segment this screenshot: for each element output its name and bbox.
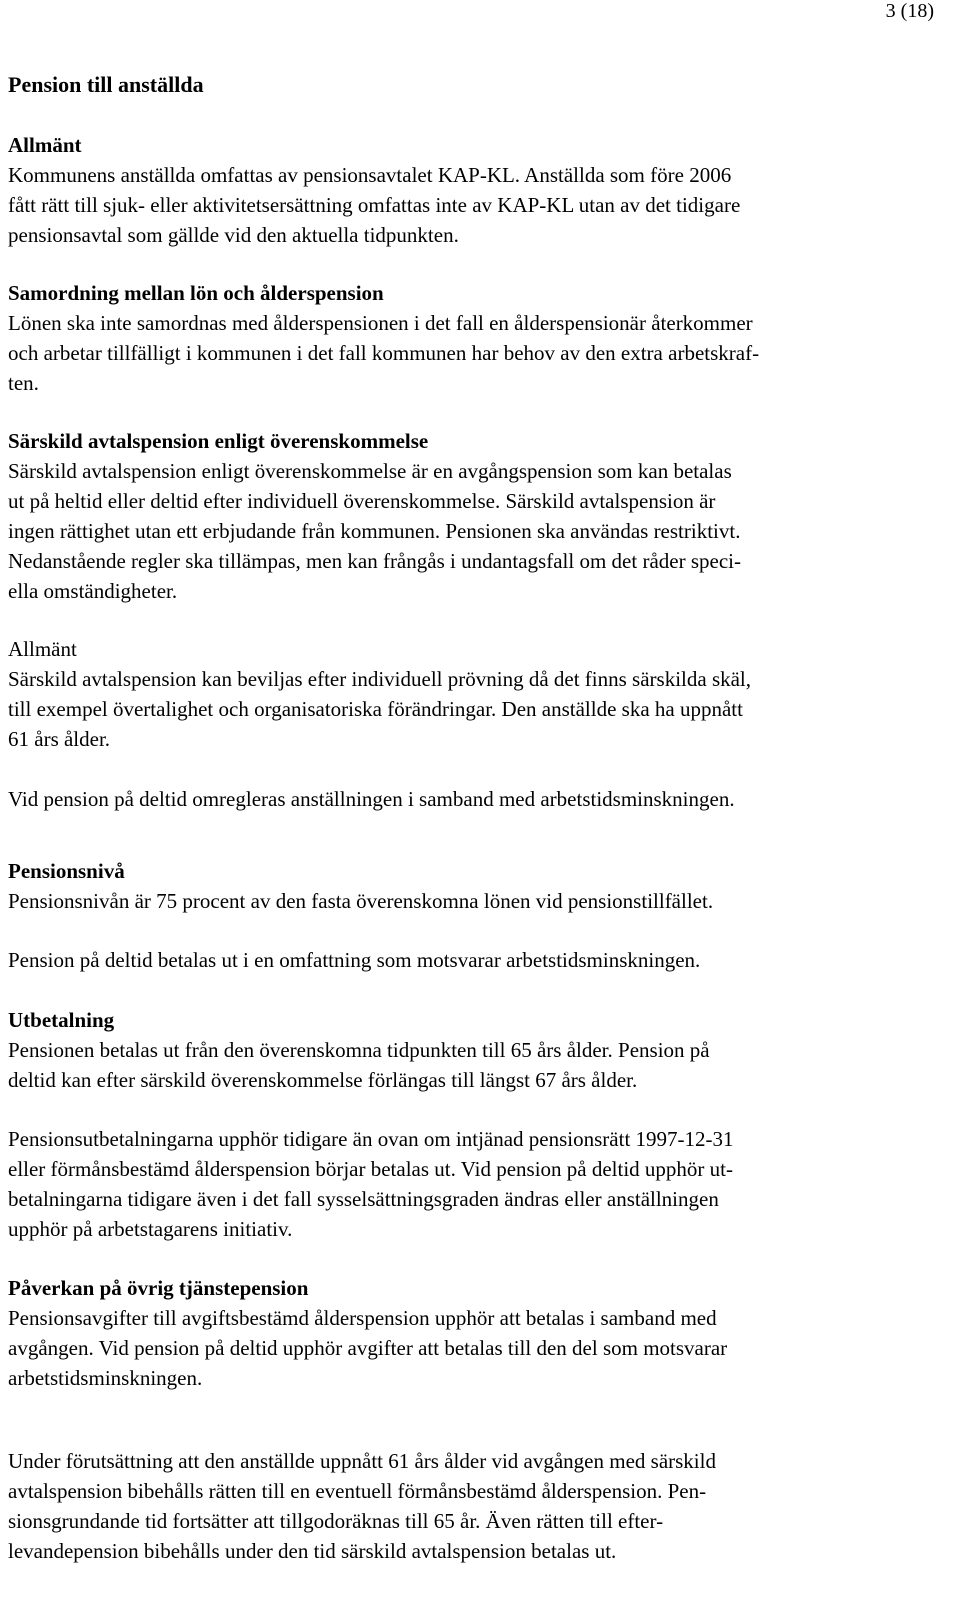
text-line: ingen rättighet utan ett erbjudande från kommunen. Pensionen ska användas restriktivt. (8, 519, 741, 543)
text-line: 61 års ålder. (8, 727, 111, 751)
section-heading: Påverkan på övrig tjänstepension (8, 1276, 309, 1300)
section-heading: Samordning mellan lön och ålderspension (8, 281, 384, 305)
text-line: upphör på arbetstagarens initiativ. (8, 1217, 293, 1241)
section-paragraph (8, 1446, 943, 1566)
text-line: Pensionsavgifter till avgiftsbestämd ålderspension upphör att betalas i samband med (8, 1306, 717, 1330)
text-line: Särskild avtalspension enligt överenskommelse är en avgångspension som kan betalas (8, 459, 732, 483)
text-line: levandepension bibehålls under den tid särskild avtalspension betalas ut. (8, 1539, 617, 1563)
text-line: ten. (8, 371, 39, 395)
text-line: pensionsavtal som gällde vid den aktuella tidpunkten. (8, 223, 459, 247)
text-line: betalningarna tidigare även i det fall sysselsättningsgraden ändras eller anställningen (8, 1187, 719, 1211)
text-line: avgången. Vid pension på deltid upphör avgifter att betalas till den del som motsvarar (8, 1336, 728, 1360)
section-paragraph (8, 664, 943, 754)
text-line: Pensionen betalas ut från den överenskomna tidpunkten till 65 års ålder. Pension på (8, 1038, 710, 1062)
page-number: 3 (18) (885, 0, 934, 22)
document-title: Pension till anställda (8, 72, 204, 97)
section-sarskild-avtalspension (8, 426, 943, 606)
section-heading: Särskild avtalspension enligt överenskommelse (8, 429, 429, 453)
text-line: arbetstidsminskningen. (8, 1366, 203, 1390)
text-line: Under förutsättning att den anställde uppnått 61 års ålder vid avgången med särskild (8, 1449, 716, 1473)
section-paragraph: Pension på deltid betalas ut i en omfattning som motsvarar arbetstidsminskningen. (8, 948, 701, 972)
section-paragraph: Pensionsnivån är 75 procent av den fasta överenskomna lönen vid pensionstillfället. (8, 889, 714, 913)
section-heading: Pensionsnivå (8, 859, 125, 883)
section-paragraph (8, 308, 943, 398)
text-line: sionsgrundande tid fortsätter att tillgodoräknas till 65 år. Även rätten till efter- (8, 1509, 664, 1533)
text-line: Kommunens anställda omfattas av pensionsavtalet KAP-KL. Anställda som före 2006 (8, 163, 732, 187)
text-line: eller förmånsbestämd ålderspension börjar betalas ut. Vid pension på deltid upphör ut- (8, 1157, 734, 1181)
section-paragraph (8, 160, 943, 250)
section-paragraph: Vid pension på deltid omregleras anställningen i samband med arbetstidsminskningen. (8, 787, 735, 811)
text-line: ella omständigheter. (8, 579, 178, 603)
section-paverkan (8, 1273, 943, 1393)
section-paragraph (8, 1035, 943, 1095)
section-paragraph (8, 1303, 943, 1393)
section-paragraph (8, 456, 943, 606)
text-line: deltid kan efter särskild överenskommelse förlängas till längst 67 års ålder. (8, 1068, 638, 1092)
section-heading: Allmänt (8, 133, 82, 157)
text-line: Pensionsutbetalningarna upphör tidigare än ovan om intjänad pensionsrätt 1997-12-31 (8, 1127, 734, 1151)
section-utbetalning (8, 1005, 943, 1095)
text-line: Lönen ska inte samordnas med ålderspensionen i det fall en ålderspensionär återkommer (8, 311, 753, 335)
section-pensionsniva (8, 856, 943, 916)
text-line: Nedanstående regler ska tillämpas, men kan frångås i undantagsfall om det råder speci- (8, 549, 741, 573)
section-samordning (8, 278, 943, 398)
text-line: fått rätt till sjuk- eller aktivitetsersättning omfattas inte av KAP-KL utan av det tidigare (8, 193, 741, 217)
section-heading: Allmänt (8, 637, 77, 661)
text-line: ut på heltid eller deltid efter individuell överenskommelse. Särskild avtalspension är (8, 489, 716, 513)
section-paragraph (8, 1124, 943, 1244)
section-allmant-sarskild (8, 634, 943, 754)
text-line: avtalspension bibehålls rätten till en eventuell förmånsbestämd ålderspension. Pen- (8, 1479, 707, 1503)
section-allmant-intro (8, 130, 943, 250)
text-line: Särskild avtalspension kan beviljas efter individuell prövning då det finns särskilda skäl, (8, 667, 752, 691)
section-heading: Utbetalning (8, 1008, 115, 1032)
text-line: och arbetar tillfälligt i kommunen i det fall kommunen har behov av den extra arbetskraf- (8, 341, 760, 365)
text-line: till exempel övertalighet och organisatoriska förändringar. Den anställde ska ha uppnått (8, 697, 743, 721)
